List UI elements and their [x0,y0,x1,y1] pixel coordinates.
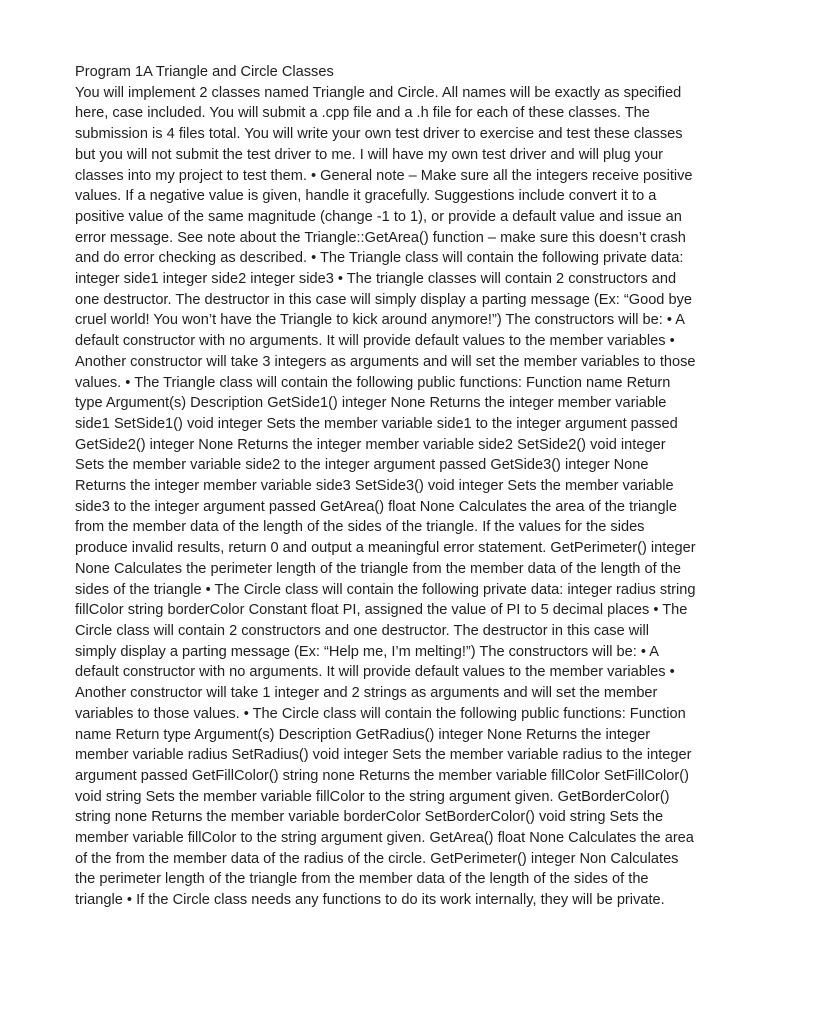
document-content [75,62,745,911]
document-body-text: You will implement 2 classes named Triangle and Circle. All names will be exactly as specified here, case included. You will submit a .cpp file and a .h file for each of these classes. The submission is 4 files total. You will write your own test driver to exercise and test these classes but you will not submit the test driver to me. I will have my own test driver and will plug your classes into my project to test them. • General note – Make sure all the integers receive positive values. If a negative value is given, handle it gracefully. Suggestions include convert it to a positive value of the same magnitude (change -1 to 1), or provide a default value and issue an error message. See note about the Triangle::GetArea() function – make sure this doesn’t crash and do error checking as described. • The Triangle class will contain the following private data: integer side1 integer side2 integer side3 • The triangle classes will contain 2 constructors and one destructor. The destructor in this case will simply display a parting message (Ex: “Good bye cruel world! You won’t have the Triangle to kick around anymore!”) The constructors will be: • A default constructor with no arguments. It will provide default values to the member variables • Another constructor will take 3 integers as arguments and will set the member variables to those values. • The Triangle class will contain the following public functions: Function name Return type Argument(s) Description GetSide1() integer None Returns the integer member variable side1 SetSide1() void integer Sets the member variable side1 to the integer argument passed GetSide2() integer None Returns the integer member variable side2 SetSide2() void integer Sets the member variable side2 to the integer argument passed GetSide3() integer None Returns the integer member variable side3 SetSide3() void integer Sets the member variable side3 to the integer argument passed GetArea() float None Calculates the area of the triangle from the member data of the length of the sides of the triangle. If the values for the sides produce invalid results, return 0 and output a meaningful error statement. GetPerimeter() integer None Calculates the perimeter length of the triangle from the member data of the length of the sides of the triangle • The Circle class will contain the following private data: integer radius string fillColor string borderColor Constant float PI, assigned the value of PI to 5 decimal places • The Circle class will contain 2 constructors and one destructor. The destructor in this case will simply display a parting message (Ex: “Help me, I’m melting!”) The constructors will be: • A default constructor with no arguments. It will provide default values to the member variables • Another constructor will take 1 integer and 2 strings as arguments and will set the member variables to those values. • The Circle class will contain the following public functions: Function name Return type Argument(s) Description GetRadius() integer None Returns the integer member variable radius SetRadius() void integer Sets the member variable radius to the integer argument passed GetFillColor() string none Returns the member variable fillColor SetFillColor() void string Sets the member variable fillColor to the string argument given. GetBorderColor() string none Returns the member variable borderColor SetBorderColor() void string Sets the member variable fillColor to the string argument given. GetArea() float None Calculates the area of the from the member data of the radius of the circle. GetPerimeter() integer Non Calculates the perimeter length of the triangle from the member data of the length of the sides of the triangle • If the Circle class needs any functions to do its work internally, they will be private. [75,84,696,909]
document-title: Program 1A Triangle and Circle Classes [75,64,334,80]
